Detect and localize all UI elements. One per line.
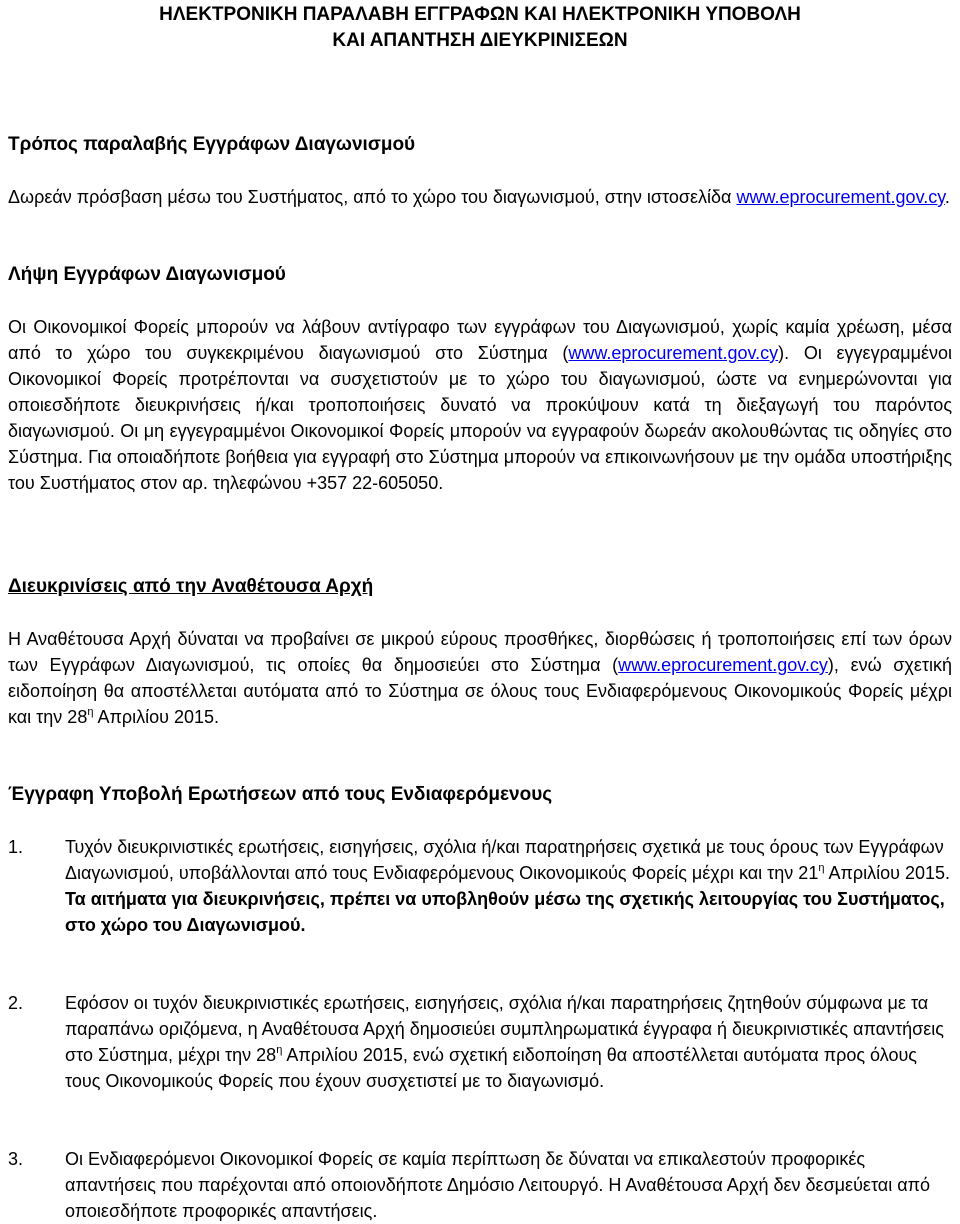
- eprocurement-link-3[interactable]: www.eprocurement.gov.cy: [618, 655, 828, 675]
- list-item-3: [8, 1146, 952, 1224]
- list-item-1: [8, 834, 952, 938]
- clarifications-text-after: ), ενώ σχετική ειδοποίηση θα αποστέλλεται αυτόματα από το Σύστημα σε όλους τους Ενδιαφερόμενους Οικονομικούς Φορείς μέχρι και την 28: [8, 655, 952, 727]
- title-line-1: ΗΛΕΚΤΡΟΝΙΚΗ ΠΑΡΑΛΑΒΗ ΕΓΓΡΑΦΩΝ ΚΑΙ ΗΛΕΚΤΡΟΝΙΚΗ ΥΠΟΒΟΛΗ: [159, 4, 801, 25]
- item-2-sup: η: [276, 1044, 283, 1056]
- heading-questions: Έγγραφη Υποβολή Ερωτήσεων από τους Ενδιαφερόμενους: [8, 784, 553, 805]
- item-2-text-b: Απριλίου 2015, ενώ σχετική ειδοποίηση θα αποστέλλεται αυτόματα προς όλους τους Οικονομικούς Φορείς που έχουν συσχετιστεί με το διαγωνισμό.: [65, 1045, 917, 1091]
- heading-download: Λήψη Εγγράφων Διαγωνισμού: [8, 264, 286, 285]
- clarifications-sup: η: [87, 706, 94, 718]
- list-text: [65, 990, 952, 1094]
- receipt-text: Δωρεάν πρόσβαση μέσω του Συστήματος, από το χώρο του διαγωνισμού, στην ιστοσελίδα: [8, 187, 732, 207]
- paragraph-clarifications: [8, 626, 952, 730]
- list-text: [65, 834, 952, 938]
- list-number: 2.: [8, 993, 24, 1013]
- list-number: 1.: [8, 837, 24, 857]
- clarifications-text-before: Η Αναθέτουσα Αρχή δύναται να προβαίνει σε μικρού εύρους προσθήκες, διορθώσεις ή τροποποιήσεις επί των όρων των Εγγράφων Διαγωνισμού, τις οποίες θα δημοσιεύει στο Σύστημα (: [8, 629, 952, 675]
- list-text: [65, 1146, 952, 1224]
- eprocurement-link-1[interactable]: www.eprocurement.gov.cy: [736, 187, 945, 207]
- item-1-sup: η: [818, 862, 825, 874]
- item-2-text-a: Εφόσον οι τυχόν διευκρινιστικές ερωτήσεις, εισηγήσεις, σχόλια ή/και παρατηρήσεις ζητηθούν σύμφωνα με τα παραπάνω οριζόμενα, η Αναθέτουσα Αρχή δημοσιεύει συμπληρωματικά έγγραφα ή διευκρινιστικές απαντήσεις στο Σύστημα, μέχρι την 28: [65, 993, 944, 1065]
- download-text-before: Οι Οικονομικοί Φορείς μπορούν να λάβουν αντίγραφο των εγγράφων του Διαγωνισμού, χωρίς καμία χρέωση, μέσα από το χώρο του συγκεκριμένου διαγωνισμού στο Σύστημα (: [8, 317, 952, 363]
- list-item-2: [8, 990, 952, 1094]
- list-number: 3.: [8, 1149, 24, 1169]
- download-text-after: ). Οι εγγεγραμμένοι Οικονομικοί Φορείς προτρέπονται να συσχετιστούν με το χώρο του διαγωνισμού, ώστε να ενημερώνονται για οποιεσδήποτε διευκρινήσεις ή/και τροποποιήσεις δυνατό να προκύψουν κατά τη διεξαγωγή του παρόντος διαγωνισμού. Οι μη εγγεγραμμένοι Οικονομικοί Φορείς μπορούν να εγγραφούν δωρεάν ακολουθώντας τις οδηγίες στο Σύστημα. Για οποιαδήποτε βοήθεια για εγγραφή στο Σύστημα μπορούν να επικοινωνήσουν με την ομάδα υποστήριξης του Συστήματος στον αρ. τηλεφώνου +357 22-605050.: [8, 343, 952, 493]
- eprocurement-link-2[interactable]: www.eprocurement.gov.cy: [568, 343, 779, 363]
- clarifications-text-end: Απριλίου 2015.: [93, 707, 220, 727]
- item-1-bold-text: Τα αιτήματα για διευκρινήσεις, πρέπει να υποβληθούν μέσω της σχετικής λειτουργίας του Συστήματος, στο χώρο του Διαγωνισμού.: [65, 889, 945, 935]
- document-title: [0, 2, 960, 54]
- paragraph-download: [8, 314, 952, 496]
- title-line-2: ΚΑΙ ΑΠΑΝΤΗΣΗ ΔΙΕΥΚΡΙΝΙΣΕΩΝ: [332, 30, 628, 51]
- paragraph-receipt: [8, 184, 952, 210]
- heading-clarifications: Διευκρινίσεις από την Αναθέτουσα Αρχή: [8, 576, 374, 597]
- item-1-text-a: Τυχόν διευκρινιστικές ερωτήσεις, εισηγήσεις, σχόλια ή/και παρατηρήσεις σχετικά με τους όρους των Εγγράφων Διαγωνισμού, υποβάλλονται από τους Ενδιαφερόμενους Οικονομικούς Φορείς μέχρι και την 21: [65, 837, 944, 883]
- item-1-text-b: Απριλίου 2015.: [824, 863, 951, 883]
- receipt-link-suffix: .: [944, 187, 950, 207]
- item-3-text-a: Οι Ενδιαφερόμενοι Οικονομικοί Φορείς σε καμία περίπτωση δε δύναται να επικαλεστούν προφορικές απαντήσεις που παρέχονται από οποιονδήποτε Δημόσιο Λειτουργό. Η Αναθέτουσα Αρχή δεν δεσμεύεται από οποιεσδήποτε προφορικές απαντήσεις.: [65, 1149, 931, 1221]
- heading-receipt: Τρόπος παραλαβής Εγγράφων Διαγωνισμού: [8, 134, 416, 155]
